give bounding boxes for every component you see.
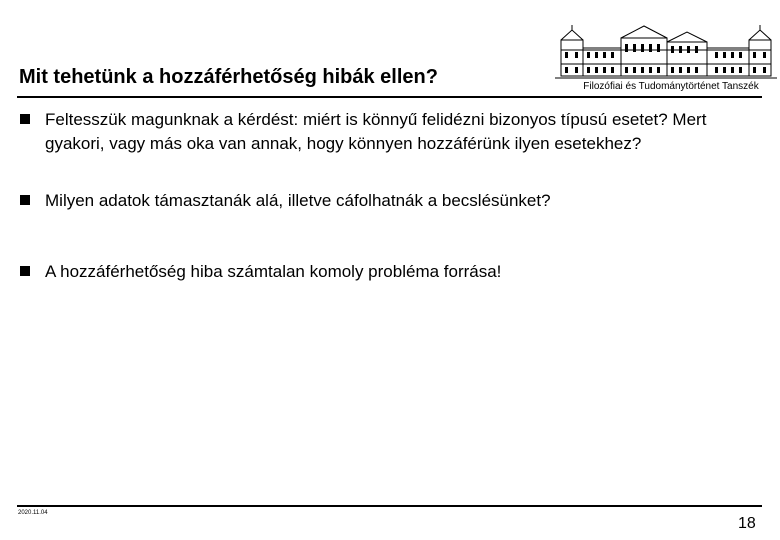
bullet-square-icon: [20, 114, 30, 124]
slide-date: 2020.11.04: [18, 510, 48, 516]
page-number: 18: [738, 515, 756, 532]
bullet-square-icon: [20, 266, 30, 276]
slide-title: Mit tehetünk a hozzáférhetőség hibák ellen?: [19, 66, 438, 88]
bullet-text: Feltesszük magunknak a kérdést: miért is könnyű felidézni bizonyos típusú esetet? Mert gyakori, vagy más oka van annak, hogy könnyen hozzáférünk ilyen esetekhez?: [45, 110, 707, 153]
department-name: Filozófiai és Tudománytörténet Tanszék: [583, 81, 759, 92]
bullet-text: Milyen adatok támasztanák alá, illetve cáfolhatnák a becslésünket?: [45, 191, 551, 210]
footer-divider: [17, 505, 762, 507]
bullet-square-icon: [20, 195, 30, 205]
bullet-text: A hozzáférhetőség hiba számtalan komoly probléma forrása!: [45, 262, 502, 281]
